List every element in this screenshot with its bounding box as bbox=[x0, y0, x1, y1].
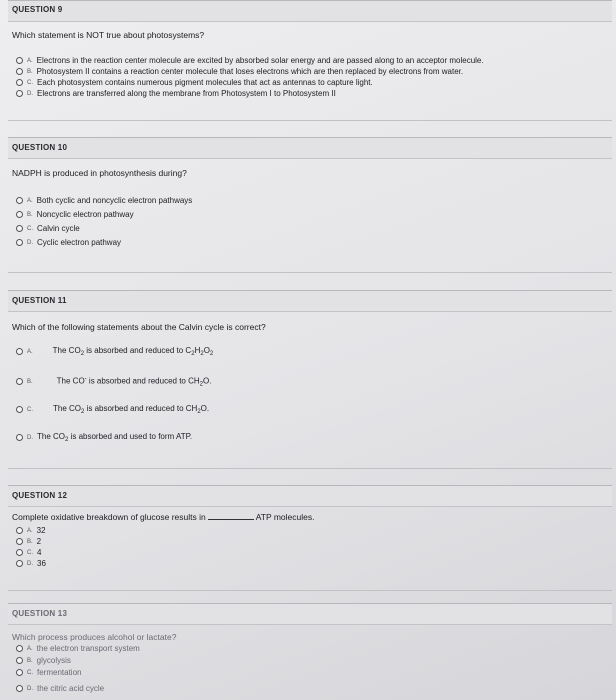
question-10-option-d[interactable]: D. Cyclic electron pathway bbox=[16, 238, 121, 247]
radio-button[interactable] bbox=[16, 225, 23, 232]
radio-button[interactable] bbox=[16, 645, 23, 652]
question-13-option-a[interactable]: A. the electron transport system bbox=[16, 644, 140, 653]
question-10-header bbox=[8, 137, 612, 159]
question-13-option-b[interactable]: B. glycolysis bbox=[16, 656, 71, 665]
question-9-text: Which statement is NOT true about photosystems? bbox=[12, 30, 205, 40]
radio-button[interactable] bbox=[16, 434, 23, 441]
question-9-number: QUESTION 9 bbox=[12, 5, 63, 14]
question-10-option-a[interactable]: A. Both cyclic and noncyclic electron pathways bbox=[16, 196, 192, 205]
question-11-option-d[interactable]: D. The $CO_2$ is absorbed and used to form ATP. bbox=[16, 432, 192, 443]
radio-button[interactable] bbox=[16, 560, 23, 567]
radio-button[interactable] bbox=[16, 68, 23, 75]
question-11-number: QUESTION 11 bbox=[12, 296, 67, 305]
question-9-option-b[interactable]: B. Photosystem II contains a reaction center molecule that loses electrons which are then replaced by electrons from water. bbox=[16, 67, 463, 76]
question-11-option-c[interactable]: C. The $CO_2$ is absorbed and reduced to $CH_2O$. bbox=[16, 404, 209, 415]
question-10-text: NADPH is produced in photosynthesis during? bbox=[12, 168, 187, 178]
question-11-option-a[interactable]: A. The $CO_2$ is absorbed and reduced to $C_2H_2O_2$ bbox=[16, 346, 213, 357]
radio-button[interactable] bbox=[16, 549, 23, 556]
question-12-option-a[interactable]: A. 32 bbox=[16, 526, 46, 535]
radio-button[interactable] bbox=[16, 406, 23, 413]
question-9-option-c[interactable]: C. Each photosystem contains numerous pigment molecules that act as antennas to capture light. bbox=[16, 78, 373, 87]
radio-button[interactable] bbox=[16, 657, 23, 664]
radio-button[interactable] bbox=[16, 90, 23, 97]
divider bbox=[8, 272, 612, 273]
question-12-option-b[interactable]: B. 2 bbox=[16, 537, 41, 546]
radio-button[interactable] bbox=[16, 669, 23, 676]
radio-button[interactable] bbox=[16, 685, 23, 692]
radio-button[interactable] bbox=[16, 239, 23, 246]
divider bbox=[8, 590, 612, 591]
question-9-option-d[interactable]: D. Electrons are transferred along the membrane from Photosystem I to Photosystem II bbox=[16, 89, 336, 98]
answer-blank bbox=[208, 512, 254, 520]
divider bbox=[8, 468, 612, 469]
radio-button[interactable] bbox=[16, 57, 23, 64]
question-11-text: Which of the following statements about the Calvin cycle is correct? bbox=[12, 322, 266, 332]
question-11-header bbox=[8, 290, 612, 312]
question-10-option-b[interactable]: B. Noncyclic electron pathway bbox=[16, 210, 134, 219]
radio-button[interactable] bbox=[16, 378, 23, 385]
radio-button[interactable] bbox=[16, 348, 23, 355]
question-13-number: QUESTION 13 bbox=[12, 609, 68, 618]
question-13-header bbox=[8, 603, 612, 625]
radio-button[interactable] bbox=[16, 538, 23, 545]
question-12-header bbox=[8, 485, 612, 507]
question-12-option-d[interactable]: D. 36 bbox=[16, 559, 46, 568]
question-9-option-a[interactable]: A. Electrons in the reaction center molecule are excited by absorbed solar energy and are passed along to an acceptor molecule. bbox=[16, 56, 484, 65]
question-12-number: QUESTION 12 bbox=[12, 491, 68, 500]
radio-button[interactable] bbox=[16, 79, 23, 86]
divider bbox=[8, 120, 612, 121]
radio-button[interactable] bbox=[16, 197, 23, 204]
question-13-option-d[interactable]: D. the citric acid cycle bbox=[16, 684, 104, 693]
question-12-text: Complete oxidative breakdown of glucose results in ATP molecules. bbox=[12, 512, 315, 522]
question-9-header bbox=[8, 0, 612, 22]
question-10-option-c[interactable]: C. Calvin cycle bbox=[16, 224, 80, 233]
question-12-option-c[interactable]: C. 4 bbox=[16, 548, 41, 557]
radio-button[interactable] bbox=[16, 527, 23, 534]
question-13-option-c[interactable]: C. fermentation bbox=[16, 668, 81, 677]
question-13-text: Which process produces alcohol or lactate? bbox=[12, 632, 177, 642]
question-11-option-b[interactable]: B. The CO- is absorbed and reduced to $CH_2O$. bbox=[16, 376, 211, 388]
question-10-number: QUESTION 10 bbox=[12, 143, 68, 152]
radio-button[interactable] bbox=[16, 211, 23, 218]
